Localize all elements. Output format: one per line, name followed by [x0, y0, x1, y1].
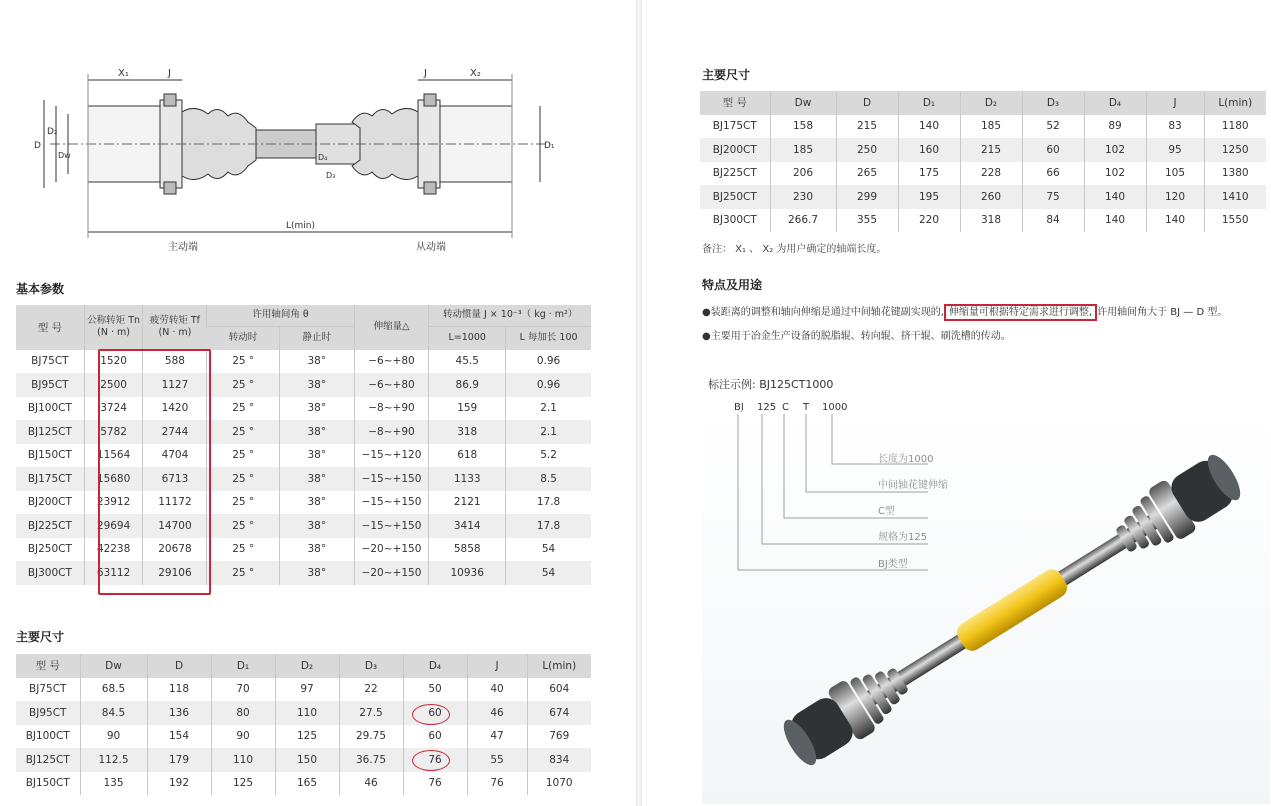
table-cell: −15~+150 [354, 514, 429, 538]
table-cell: 0.96 [506, 350, 591, 374]
table-row [16, 491, 591, 515]
table-cell: 60 [403, 701, 467, 725]
table-cell: 38° [279, 397, 354, 421]
col-inertia-add: L 每加长 100 [506, 326, 591, 350]
table-cell: 140 [1084, 209, 1146, 233]
meaning-length: 长度为1000 [878, 454, 934, 465]
table-cell: 125 [275, 725, 339, 749]
example-title: 标注示例: BJ125CT1000 [708, 378, 834, 391]
dims-right-table [700, 91, 1266, 232]
table-cell: 95 [1146, 138, 1204, 162]
table-cell: 23912 [84, 491, 143, 515]
table-cell: 102 [1084, 138, 1146, 162]
table-cell: BJ175CT [16, 467, 84, 491]
table-cell: 2744 [143, 420, 207, 444]
table-cell: 192 [147, 772, 211, 796]
table-cell: 46 [339, 772, 403, 796]
label-x1: X₁ [118, 68, 129, 79]
table-cell: 150 [275, 748, 339, 772]
table-cell: 45.5 [429, 350, 506, 374]
table-cell: 110 [275, 701, 339, 725]
column-header: L(min) [527, 654, 591, 678]
table-cell: 2121 [429, 491, 506, 515]
table-cell: BJ125CT [16, 420, 84, 444]
table-cell: 38° [279, 444, 354, 468]
table-cell: 46 [467, 701, 527, 725]
table-cell: 179 [147, 748, 211, 772]
code-125: 125 [757, 402, 777, 413]
column-header: D₃ [1022, 91, 1084, 115]
table-cell: 266.7 [770, 209, 836, 233]
table-cell: 90 [211, 725, 275, 749]
col-angle-static: 静止时 [279, 326, 354, 350]
table-cell: −15~+150 [354, 491, 429, 515]
table-cell: 25 ° [207, 538, 280, 562]
table-cell: 14700 [143, 514, 207, 538]
table-cell: 22 [339, 678, 403, 702]
label-d4: D₄ [318, 153, 328, 162]
label-driving-end: 主动端 [168, 242, 198, 253]
table-cell: 588 [143, 350, 207, 374]
table-cell: 118 [147, 678, 211, 702]
meaning-bjtype: BJ类型 [878, 559, 908, 570]
table-cell: 2.1 [506, 420, 591, 444]
table-cell: 110 [211, 748, 275, 772]
col-model: 型 号 [16, 305, 84, 350]
column-header: D₂ [275, 654, 339, 678]
col-tf: 疲劳转矩 Tf (N · m) [143, 305, 207, 350]
table-cell: 355 [836, 209, 898, 233]
table-cell: 52 [1022, 115, 1084, 139]
table-cell: BJ100CT [16, 397, 84, 421]
table-cell: 175 [898, 162, 960, 186]
column-header: D₁ [211, 654, 275, 678]
col-stretch: 伸缩量△ [354, 305, 429, 350]
table-cell: 38° [279, 538, 354, 562]
code-t: T [803, 402, 810, 413]
table-cell: −15~+150 [354, 467, 429, 491]
table-cell: 36.75 [339, 748, 403, 772]
table-cell: 8.5 [506, 467, 591, 491]
table-cell: 89 [1084, 115, 1146, 139]
table-cell: 215 [836, 115, 898, 139]
table-cell: 185 [960, 115, 1022, 139]
label-d3: D₃ [326, 171, 336, 180]
table-cell: 165 [275, 772, 339, 796]
table-cell: BJ95CT [16, 373, 84, 397]
table-cell: 75 [1022, 185, 1084, 209]
table-cell: 38° [279, 467, 354, 491]
table-cell: 1550 [1204, 209, 1266, 233]
table-cell: 618 [429, 444, 506, 468]
table-cell: 105 [1146, 162, 1204, 186]
table-cell: 76 [403, 748, 467, 772]
column-header: D₁ [898, 91, 960, 115]
table-cell: 140 [1146, 209, 1204, 233]
table-cell: BJ250CT [700, 185, 770, 209]
table-cell: 97 [275, 678, 339, 702]
table-cell: 195 [898, 185, 960, 209]
features-title: 特点及用途 [702, 278, 763, 292]
table-cell: 25 ° [207, 420, 280, 444]
table-cell: 230 [770, 185, 836, 209]
dims-left-title: 主要尺寸 [16, 630, 65, 644]
table-cell: 84 [1022, 209, 1084, 233]
table-row [16, 444, 591, 468]
table-cell: 674 [527, 701, 591, 725]
table-cell: 1380 [1204, 162, 1266, 186]
table-cell: 10936 [429, 561, 506, 585]
table-cell: BJ250CT [16, 538, 84, 562]
table-cell: 25 ° [207, 514, 280, 538]
table-row [700, 138, 1266, 162]
table-cell: 160 [898, 138, 960, 162]
table-cell: 604 [527, 678, 591, 702]
table-cell: 4704 [143, 444, 207, 468]
table-cell: BJ100CT [16, 725, 80, 749]
table-cell: −6~+80 [354, 350, 429, 374]
table-row [16, 701, 591, 725]
table-cell: 38° [279, 420, 354, 444]
table-cell: 70 [211, 678, 275, 702]
column-header: D [147, 654, 211, 678]
table-cell: 299 [836, 185, 898, 209]
table-cell: 60 [403, 725, 467, 749]
table-row [16, 397, 591, 421]
column-header: 型 号 [700, 91, 770, 115]
table-cell: −8~+90 [354, 420, 429, 444]
table-cell: BJ225CT [700, 162, 770, 186]
table-row [700, 209, 1266, 233]
dims-note: 备注： X₁ 、 X₂ 为用户确定的轴端长度。 [702, 244, 887, 255]
column-header: D₂ [960, 91, 1022, 115]
table-cell: 42238 [84, 538, 143, 562]
table-row [700, 115, 1266, 139]
column-header: D₄ [1084, 91, 1146, 115]
column-header: D₄ [403, 654, 467, 678]
table-cell: 125 [211, 772, 275, 796]
table-cell: BJ300CT [700, 209, 770, 233]
label-d2: D₂ [47, 127, 58, 137]
table-cell: 140 [1084, 185, 1146, 209]
table-cell: 154 [147, 725, 211, 749]
table-cell: 29106 [143, 561, 207, 585]
col-angle: 许用轴间角 θ [207, 305, 354, 326]
code-1000: 1000 [822, 402, 848, 413]
table-cell: BJ200CT [16, 491, 84, 515]
column-header: D [836, 91, 898, 115]
table-cell: 50 [403, 678, 467, 702]
table-cell: 3414 [429, 514, 506, 538]
table-row [16, 514, 591, 538]
features-line2: ●主要用于冶金生产设备的脱脂辊、转向辊、挤干辊、刷洗槽的传动。 [702, 331, 1011, 342]
code-c: C [782, 402, 789, 413]
table-cell: BJ175CT [700, 115, 770, 139]
table-row [700, 185, 1266, 209]
table-cell: 29694 [84, 514, 143, 538]
table-cell: 17.8 [506, 491, 591, 515]
table-cell: 40 [467, 678, 527, 702]
table-cell: 158 [770, 115, 836, 139]
dims-right-title: 主要尺寸 [702, 68, 751, 82]
col-inertia-l: L=1000 [429, 326, 506, 350]
table-cell: BJ95CT [16, 701, 80, 725]
table-cell: 1127 [143, 373, 207, 397]
table-cell: BJ200CT [700, 138, 770, 162]
basic-params-table [16, 305, 591, 585]
table-cell: 47 [467, 725, 527, 749]
table-cell: 20678 [143, 538, 207, 562]
table-cell: 25 ° [207, 397, 280, 421]
highlight-stretch-adjustable: 伸缩量可根据特定需求进行调整, [944, 304, 1097, 321]
table-cell: 5858 [429, 538, 506, 562]
table-cell: 6713 [143, 467, 207, 491]
basic-params-title: 基本参数 [16, 282, 65, 296]
table-cell: 1520 [84, 350, 143, 374]
table-cell: 265 [836, 162, 898, 186]
table-cell: 15680 [84, 467, 143, 491]
table-cell: 318 [960, 209, 1022, 233]
table-cell: BJ150CT [16, 444, 84, 468]
table-cell: 76 [467, 772, 527, 796]
table-cell: 135 [80, 772, 147, 796]
table-cell: BJ300CT [16, 561, 84, 585]
table-row [16, 373, 591, 397]
table-cell: 102 [1084, 162, 1146, 186]
table-cell: 1180 [1204, 115, 1266, 139]
table-cell: 3724 [84, 397, 143, 421]
table-row [16, 467, 591, 491]
table-cell: 220 [898, 209, 960, 233]
table-cell: 83 [1146, 115, 1204, 139]
table-cell: 86.9 [429, 373, 506, 397]
table-cell: 76 [403, 772, 467, 796]
table-cell: −20~+150 [354, 538, 429, 562]
table-cell: −15~+120 [354, 444, 429, 468]
table-cell: 17.8 [506, 514, 591, 538]
table-cell: 120 [1146, 185, 1204, 209]
features-line1: ●装距离的调整和轴向伸缩是通过中间轴花键副实现的, 伸缩量可根据特定需求进行调整, 许用轴间角大于 BJ — D 型。 [702, 303, 1227, 318]
column-header: Dw [80, 654, 147, 678]
table-row [16, 772, 591, 796]
table-cell: 90 [80, 725, 147, 749]
col-tn: 公称转矩 Tn (N · m) [84, 305, 143, 350]
table-cell: 2.1 [506, 397, 591, 421]
table-cell: 318 [429, 420, 506, 444]
column-header: J [1146, 91, 1204, 115]
code-bj: BJ [734, 402, 744, 413]
table-cell: 250 [836, 138, 898, 162]
table-cell: BJ150CT [16, 772, 80, 796]
table-cell: 769 [527, 725, 591, 749]
col-angle-rot: 转动时 [207, 326, 280, 350]
col-inertia: 转动惯量 J × 10⁻³（ kg · m²） [429, 305, 591, 326]
table-cell: 25 ° [207, 561, 280, 585]
table-cell: 25 ° [207, 373, 280, 397]
table-cell: 11564 [84, 444, 143, 468]
table-cell: 38° [279, 514, 354, 538]
table-cell: BJ75CT [16, 678, 80, 702]
meaning-spline: 中间轴花键伸缩 [878, 480, 948, 491]
table-cell: 2500 [84, 373, 143, 397]
table-cell: BJ125CT [16, 748, 80, 772]
label-lmin: L(min) [286, 221, 316, 231]
table-row [16, 748, 591, 772]
table-cell: 38° [279, 491, 354, 515]
table-cell: 112.5 [80, 748, 147, 772]
table-cell: 1250 [1204, 138, 1266, 162]
table-cell: 29.75 [339, 725, 403, 749]
column-header: L(min) [1204, 91, 1266, 115]
table-cell: 228 [960, 162, 1022, 186]
label-d1: D₁ [544, 141, 555, 151]
column-header: D₃ [339, 654, 403, 678]
table-cell: 260 [960, 185, 1022, 209]
table-cell: 66 [1022, 162, 1084, 186]
table-cell: 140 [898, 115, 960, 139]
label-j-left: J [168, 68, 171, 79]
table-cell: 54 [506, 538, 591, 562]
table-cell: 5782 [84, 420, 143, 444]
table-cell: 215 [960, 138, 1022, 162]
label-driven-end: 从动端 [416, 242, 446, 253]
table-cell: 5.2 [506, 444, 591, 468]
table-cell: 206 [770, 162, 836, 186]
table-cell: 38° [279, 561, 354, 585]
table-cell: 55 [467, 748, 527, 772]
coupling-drawing [30, 64, 570, 260]
table-cell: 68.5 [80, 678, 147, 702]
meaning-ctype: C型 [878, 506, 895, 517]
table-cell: BJ75CT [16, 350, 84, 374]
table-cell: 84.5 [80, 701, 147, 725]
column-header: J [467, 654, 527, 678]
label-d: D [34, 141, 41, 151]
product-photo [702, 410, 1270, 804]
table-cell: 1133 [429, 467, 506, 491]
table-cell: 80 [211, 701, 275, 725]
column-header: Dw [770, 91, 836, 115]
table-cell: BJ225CT [16, 514, 84, 538]
table-row [16, 678, 591, 702]
meaning-size: 规格为125 [878, 532, 928, 543]
table-cell: 25 ° [207, 467, 280, 491]
table-cell: 25 ° [207, 350, 280, 374]
table-row [16, 420, 591, 444]
table-cell: 136 [147, 701, 211, 725]
table-cell: −20~+150 [354, 561, 429, 585]
table-cell: −6~+80 [354, 373, 429, 397]
table-cell: 1410 [1204, 185, 1266, 209]
column-header: 型 号 [16, 654, 80, 678]
label-j-right: J [424, 68, 427, 79]
table-row [16, 350, 591, 374]
table-cell: 159 [429, 397, 506, 421]
table-cell: 185 [770, 138, 836, 162]
table-cell: 38° [279, 373, 354, 397]
table-row [16, 725, 591, 749]
table-cell: 1420 [143, 397, 207, 421]
table-cell: 25 ° [207, 491, 280, 515]
table-cell: 38° [279, 350, 354, 374]
table-cell: 11172 [143, 491, 207, 515]
table-cell: 63112 [84, 561, 143, 585]
right-page [642, 0, 1271, 806]
table-cell: 834 [527, 748, 591, 772]
table-row [700, 162, 1266, 186]
label-dw: Dw [58, 151, 71, 160]
table-cell: 27.5 [339, 701, 403, 725]
table-cell: −8~+90 [354, 397, 429, 421]
label-x2: X₂ [470, 68, 481, 79]
table-row [16, 561, 591, 585]
table-cell: 1070 [527, 772, 591, 796]
dims-left-table [16, 654, 591, 795]
table-row [16, 538, 591, 562]
table-cell: 54 [506, 561, 591, 585]
table-cell: 60 [1022, 138, 1084, 162]
table-cell: 0.96 [506, 373, 591, 397]
table-cell: 25 ° [207, 444, 280, 468]
